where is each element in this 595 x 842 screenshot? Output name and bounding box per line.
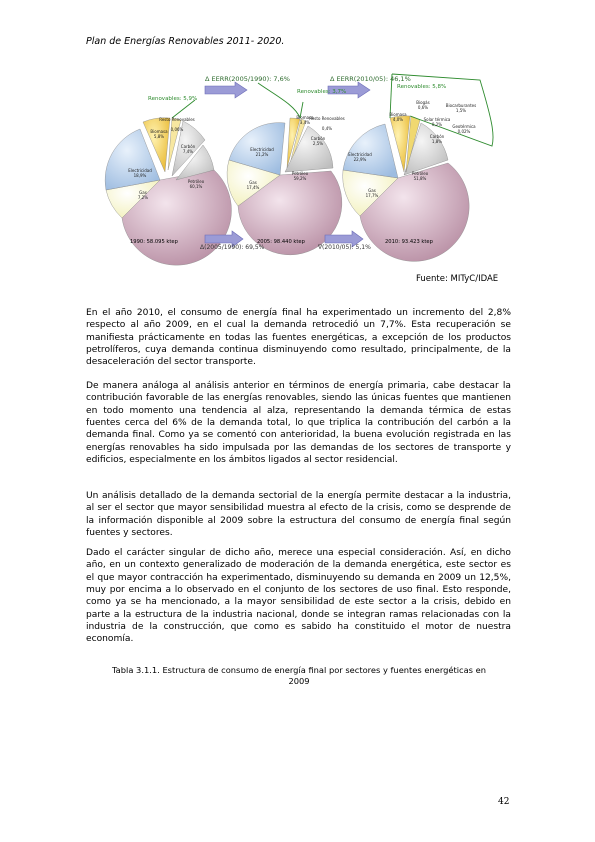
total-2005-label: 2005: 98.440 ktep <box>257 239 305 245</box>
slice-value: 7,4% <box>182 149 194 154</box>
slice-label: Petróleo <box>291 171 309 176</box>
total-2010-2005-label: ∇(2010/05): 5,1% <box>318 244 371 251</box>
slice-value: 4,0% <box>392 117 404 122</box>
slice-value: 51,8% <box>413 176 427 181</box>
slice-label: Gas <box>368 188 376 193</box>
slice-value: 3,4% <box>299 120 311 125</box>
slice-label: Biomasa <box>150 129 168 134</box>
slice-value: 7,2% <box>137 195 149 200</box>
page-number: 42 <box>498 797 510 807</box>
slice-value: 0,2% <box>431 122 443 127</box>
slice-label: Resto Renovables <box>159 117 195 122</box>
slice-label: Biogás <box>416 100 430 105</box>
slice-value: 17,4% <box>246 185 260 190</box>
slice-label: Carbón <box>310 136 326 141</box>
slice-label: Electricidad <box>128 168 152 173</box>
table-caption: Tabla 3.1.1. Estructura de consumo de energía final por sectores y fuentes energéticas en 2009 <box>111 665 487 686</box>
renovables-2005-label: Renovables: 3,7% <box>297 89 347 95</box>
slice-electricidad <box>343 124 398 178</box>
slice-value: 0,6% <box>417 105 429 110</box>
figure-source: Fuente: MITyC/IDAE <box>416 274 499 284</box>
slice-value: 1,5% <box>455 108 467 113</box>
page-header: Plan de Energías Renovables 2011- 2020. <box>86 36 285 47</box>
slice-value: 2,5% <box>312 141 324 146</box>
eerr-2010-2005-label: Δ EERR(2010/05): 46,1% <box>330 75 411 83</box>
total-1990-label: 1990: 58.095 ktep <box>130 239 178 245</box>
slice-label: Carbón <box>429 134 445 139</box>
paragraph-2: De manera análoga al análisis anterior en términos de energía primaria, cabe destacar la contribución favorable de las energías renovables, siendo las únicas fuentes que mantienen en todo momento una tendencia al alza, representando la demanda térmica de estas fuentes cerca del 6% de la demanda total, lo que triplica la contribución del carbón a la demanda final. Como ya se comentó con anterioridad, la buena evolución registrada en las energías renovables ha sido impulsada por las demandas de los sectores de transporte y edificios, especialmente en los ámbitos ligados al sector residencial. <box>86 381 511 466</box>
slice-value: 59,2% <box>293 176 307 181</box>
paragraph-4: Dado el carácter singular de dicho año, merece una especial consideración. Así, en dicho año, en un contexto generalizado de moderación de la demanda energética, este sector es el que mayor contracción ha experimentado, disminuyendo su demanda en 2009 un 12,5%, muy por encima a lo observado en el conjunto de los sectores de uso final. Esto responde, como ya se ha mencionado, a la mayor sensibilidad de este sector a la crisis, debido en parte a la estructura de la industria nacional, donde se integran ramas relacionadas con la industria de la construcción, que como es sabido ha constituido el motor de nuestra economía. <box>86 548 511 645</box>
slice-value: 1,8% <box>431 139 443 144</box>
slice-label: Biomasa <box>296 115 314 120</box>
renovables-1990-label: Renovables: 5,9% <box>148 96 198 102</box>
slice-value: 0,06% <box>170 127 184 132</box>
slice-value: 0,4% <box>321 126 333 131</box>
slice-value: 5,8% <box>153 134 165 139</box>
slice-value: 18,9% <box>133 173 147 178</box>
slice-label: Carbón <box>180 144 196 149</box>
slice-label: Biomasa <box>389 112 407 117</box>
slice-value: 0,02% <box>457 129 471 134</box>
slice-value: 60,1% <box>189 184 203 189</box>
eerr-1990-2005-label: Δ EERR(2005/1990): 7,6% <box>205 75 290 83</box>
slice-label: Geotérmica <box>452 124 476 129</box>
slice-label: Petróleo <box>187 179 205 184</box>
slice-label: Solar térmica <box>423 117 451 122</box>
slice-label: Gas <box>249 180 257 185</box>
slice-value: 22,9% <box>353 157 367 162</box>
slice-value: 21,2% <box>255 152 269 157</box>
paragraph-1: En el año 2010, el consumo de energía final ha experimentado un incremento del 2,8% respecto al año 2009, en el cual la demanda retrocedió un 7,7%. Esta recuperación se manifiesta prácticamente en todas las fuentes energéticas, a excepción de los productos petrolíferos, cuya demanda continua disminuyendo como resultado, principalmente, de la desaceleración del sector transporte. <box>86 308 511 368</box>
paragraph-3: Un análisis detallado de la demanda sectorial de la energía permite destacar a la industria, al ser el sector que mayor sensibilidad muestra al efecto de la crisis, como se desprende de la información disponible al 2009 sobre la estructura del consumo de energía final según fuentes y sectores. <box>86 491 511 539</box>
total-2005-1990-label: Δ(2005/1990): 69,5% <box>200 244 265 251</box>
slice-label: Resto Renovables <box>309 116 345 121</box>
slice-value: 17,7% <box>365 193 379 198</box>
renovables-2010-label: Renovables: 5,8% <box>397 84 447 90</box>
slice-label: Petróleo <box>411 171 429 176</box>
slice-label: Electricidad <box>250 147 274 152</box>
slice-label: Gas <box>139 190 147 195</box>
slice-label: Biocarburantes <box>445 103 477 108</box>
slice-label: Electricidad <box>348 152 372 157</box>
total-2010-label: 2010: 93.423 ktep <box>385 239 433 245</box>
